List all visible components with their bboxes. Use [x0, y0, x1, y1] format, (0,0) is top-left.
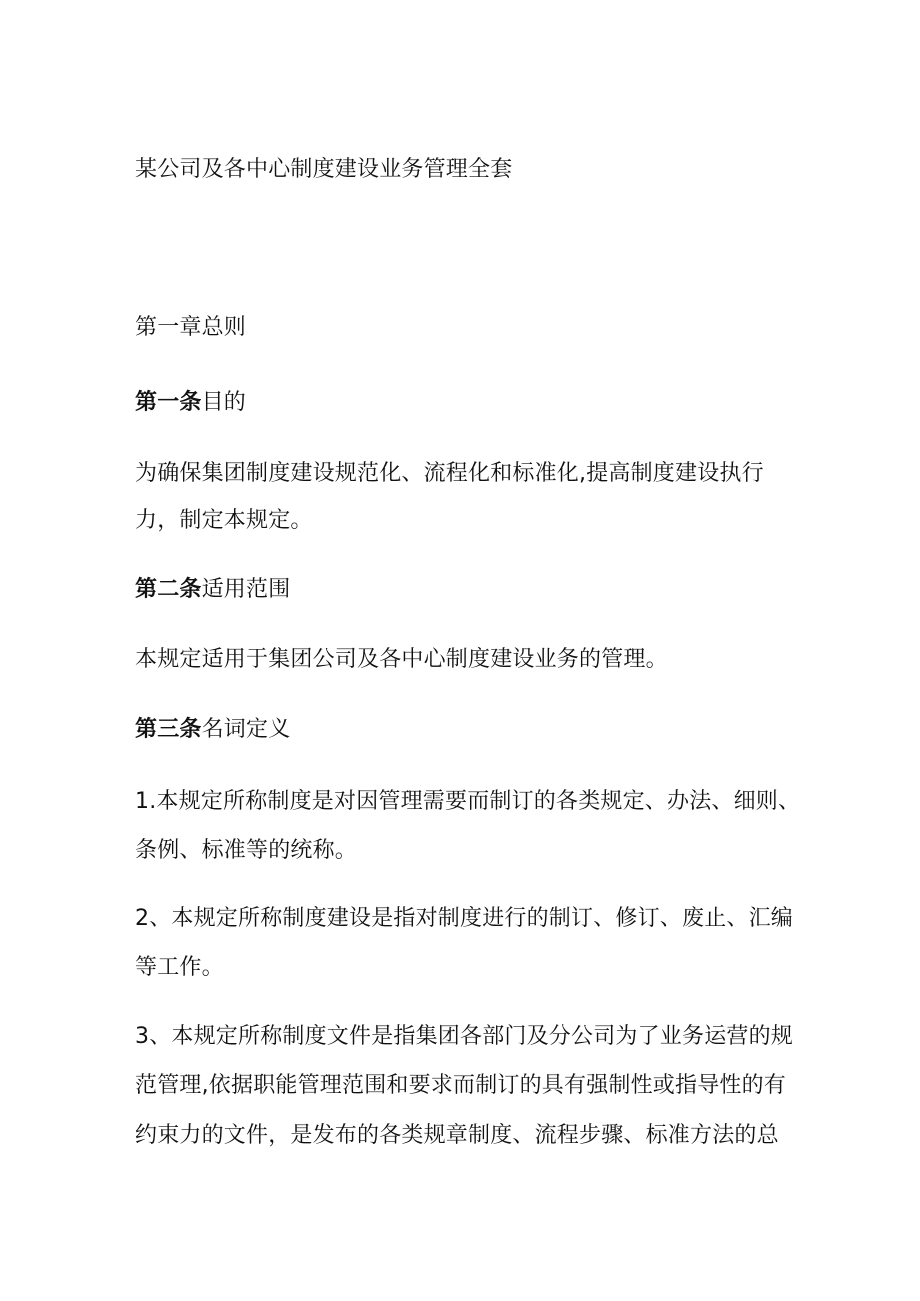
article-3-label: 第三条: [135, 717, 202, 742]
article-1-body-line-1: 为确保集团制度建设规范化、流程化和标准化,提高制度建设执行: [135, 461, 764, 486]
definition-3-line-1: 3、本规定所称制度文件是指集团各部门及分公司为了业务运营的规: [135, 1024, 793, 1049]
article-2-label: 第二条: [135, 577, 202, 602]
article-3-title: 名词定义: [201, 717, 291, 742]
article-1-label: 第一条: [135, 390, 202, 415]
definition-2-line-2: 等工作。: [135, 955, 224, 980]
chapter-heading: 第一章总则: [135, 315, 247, 340]
definition-1-line-2: 条例、标准等的统称。: [135, 838, 358, 863]
article-2-body: 本规定适用于集团公司及各中心制度建设业务的管理。: [135, 647, 668, 672]
article-2-heading: [135, 575, 290, 605]
definition-3-line-2: 范管理,依据职能管理范围和要求而制订的具有强制性或指导性的有: [135, 1073, 786, 1098]
article-3-heading: [135, 715, 290, 745]
article-1-title: 目的: [201, 390, 247, 415]
article-1-body-line-2: 力，制定本规定。: [135, 508, 313, 533]
definition-2-line-1: 2、本规定所称制度建设是指对制度进行的制订、修订、废止、汇编: [135, 906, 793, 931]
article-2-title: 适用范围: [201, 577, 291, 602]
document-title: 某公司及各中心制度建设业务管理全套: [135, 157, 513, 182]
definition-3-line-3: 约束力的文件，是发布的各类规章制度、流程步骤、标准方法的总: [135, 1123, 779, 1148]
article-1-heading: [135, 388, 246, 418]
definition-1-line-1: 1.本规定所称制度是对因管理需要而制订的各类规定、办法、细则、: [135, 789, 801, 814]
